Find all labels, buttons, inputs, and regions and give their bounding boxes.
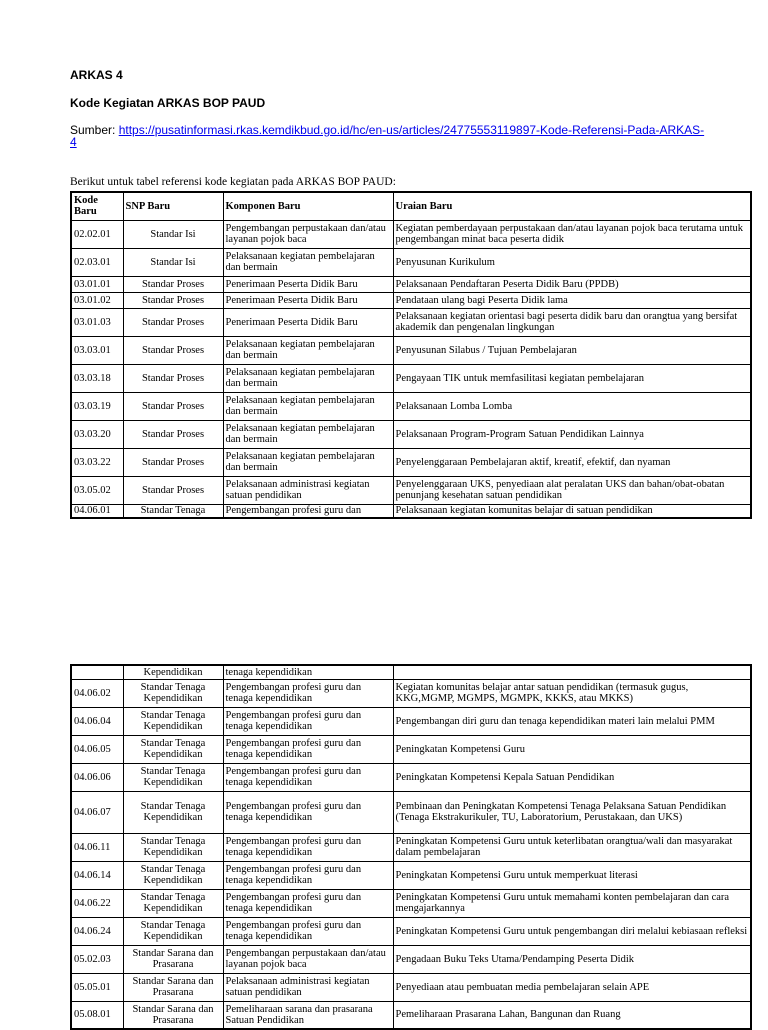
cell-uraian: Peningkatan Kompetensi Guru untuk memahami konten pembelajaran dan cara mengajarkannya [393, 889, 751, 917]
table-body-page-1 [71, 220, 751, 518]
table-row [71, 833, 751, 861]
cell-snp: Standar Tenaga Kependidikan [123, 791, 223, 833]
cell-snp: Standar Tenaga Kependidikan [123, 679, 223, 707]
cell-snp: Standar Isi [123, 220, 223, 248]
table-row [71, 504, 751, 518]
cell-kode: 03.01.02 [71, 292, 123, 308]
header-uraian-baru: Uraian Baru [393, 192, 751, 220]
cell-komponen: Pengembangan profesi guru dan tenaga kependidikan [223, 735, 393, 763]
cell-uraian: Pelaksanaan Lomba Lomba [393, 392, 751, 420]
table-row [71, 364, 751, 392]
cell-komponen: Pelaksanaan kegiatan pembelajaran dan bermain [223, 248, 393, 276]
document-title: ARKAS 4 [70, 68, 123, 82]
source-label: Sumber: [70, 123, 119, 137]
cell-snp: Standar Proses [123, 308, 223, 336]
cell-uraian: Pengadaan Buku Teks Utama/Pendamping Peserta Didik [393, 945, 751, 973]
cell-kode: 03.03.01 [71, 336, 123, 364]
table-row [71, 276, 751, 292]
header-kode-baru: Kode Baru [71, 192, 123, 220]
cell-kode: 04.06.07 [71, 791, 123, 833]
table-row [71, 917, 751, 945]
cell-snp: Standar Tenaga Kependidikan [123, 707, 223, 735]
cell-snp: Standar Proses [123, 476, 223, 504]
cell-uraian: Kegiatan komunitas belajar antar satuan pendidikan (termasuk gugus, KKG,MGMP, MGMPS, MGMPK, KKKS, atau MKKS) [393, 679, 751, 707]
cell-snp: Standar Proses [123, 276, 223, 292]
cell-komponen: Pengembangan profesi guru dan tenaga kependidikan [223, 679, 393, 707]
cell-snp: Standar Sarana dan Prasarana [123, 945, 223, 973]
cell-kode: 03.01.03 [71, 308, 123, 336]
cell-snp: Standar Sarana dan Prasarana [123, 973, 223, 1001]
cell-kode: 04.06.22 [71, 889, 123, 917]
cell-snp: Standar Tenaga Kependidikan [123, 861, 223, 889]
table-row [71, 791, 751, 833]
cell-uraian: Pengayaan TIK untuk memfasilitasi kegiatan pembelajaran [393, 364, 751, 392]
table-row [71, 220, 751, 248]
cell-komponen: Pelaksanaan kegiatan pembelajaran dan bermain [223, 392, 393, 420]
cell-komponen: Pemeliharaan sarana dan prasarana Satuan Pendidikan [223, 1001, 393, 1029]
cell-kode: 02.02.01 [71, 220, 123, 248]
cell-komponen: Pelaksanaan kegiatan pembelajaran dan bermain [223, 448, 393, 476]
cell-kode: 04.06.11 [71, 833, 123, 861]
cell-kode: 03.03.20 [71, 420, 123, 448]
cell-uraian: Pembinaan dan Peningkatan Kompetensi Tenaga Pelaksana Satuan Pendidikan (Tenaga Ekstrakurikuler, TU, Laboratorium, Perustakaan, dan UKS) [393, 791, 751, 833]
document-subtitle: Kode Kegiatan ARKAS BOP PAUD [70, 96, 266, 110]
table-row [71, 308, 751, 336]
cell-snp: Standar Proses [123, 392, 223, 420]
cell-uraian: Peningkatan Kompetensi Guru untuk memperkuat literasi [393, 861, 751, 889]
cell-kode [71, 665, 123, 679]
cell-uraian: Pengembangan diri guru dan tenaga kependidikan materi lain melalui PMM [393, 707, 751, 735]
cell-komponen: tenaga kependidikan [223, 665, 393, 679]
reference-table-page-2 [70, 664, 752, 1030]
cell-uraian: Pemeliharaan Prasarana Lahan, Bangunan dan Ruang [393, 1001, 751, 1029]
table-body-page-2 [71, 665, 751, 1029]
cell-snp: Standar Proses [123, 448, 223, 476]
table-row [71, 735, 751, 763]
cell-snp: Standar Tenaga [123, 504, 223, 518]
cell-uraian: Penyediaan atau pembuatan media pembelajaran selain APE [393, 973, 751, 1001]
source-line [70, 124, 710, 148]
cell-komponen: Pengembangan profesi guru dan tenaga kependidikan [223, 833, 393, 861]
table-row [71, 665, 751, 679]
cell-komponen: Pengembangan perpustakaan dan/atau layanan pojok baca [223, 945, 393, 973]
cell-uraian: Peningkatan Kompetensi Kepala Satuan Pendidikan [393, 763, 751, 791]
table-row [71, 248, 751, 276]
cell-kode: 04.06.04 [71, 707, 123, 735]
table-row [71, 448, 751, 476]
cell-uraian: Pelaksanaan kegiatan orientasi bagi peserta didik baru dan orangtua yang bersifat akademik dan pengenalan lingkungan [393, 308, 751, 336]
cell-kode: 05.02.03 [71, 945, 123, 973]
cell-uraian: Penyelenggaraan UKS, penyediaan alat peralatan UKS dan bahan/obat-obatan penunjang kesehatan satuan pendidikan [393, 476, 751, 504]
cell-kode: 04.06.24 [71, 917, 123, 945]
cell-komponen: Pengembangan profesi guru dan tenaga kependidikan [223, 861, 393, 889]
cell-kode: 03.03.19 [71, 392, 123, 420]
cell-komponen: Penerimaan Peserta Didik Baru [223, 308, 393, 336]
source-link[interactable]: https://pusatinformasi.rkas.kemdikbud.go.id/hc/en-us/articles/24775553119897-Kode-Referensi-Pada-ARKAS-4 [70, 123, 705, 149]
intro-text: Berikut untuk tabel referensi kode kegiatan pada ARKAS BOP PAUD: [70, 176, 396, 188]
cell-uraian: Peningkatan Kompetensi Guru untuk pengembangan diri melalui kebiasaan refleksi [393, 917, 751, 945]
cell-komponen: Pengembangan profesi guru dan tenaga kependidikan [223, 763, 393, 791]
cell-snp: Standar Tenaga Kependidikan [123, 833, 223, 861]
cell-snp: Standar Proses [123, 420, 223, 448]
cell-snp: Kependidikan [123, 665, 223, 679]
table-row [71, 420, 751, 448]
cell-snp: Standar Tenaga Kependidikan [123, 889, 223, 917]
cell-kode: 03.05.02 [71, 476, 123, 504]
cell-kode: 04.06.01 [71, 504, 123, 518]
cell-komponen: Pengembangan profesi guru dan tenaga kependidikan [223, 889, 393, 917]
table-row [71, 861, 751, 889]
reference-table-page-1 [70, 191, 752, 519]
table-row [71, 1001, 751, 1029]
cell-kode: 03.01.01 [71, 276, 123, 292]
table-row [71, 707, 751, 735]
cell-uraian: Peningkatan Kompetensi Guru [393, 735, 751, 763]
cell-kode: 04.06.14 [71, 861, 123, 889]
cell-uraian: Penyusunan Silabus / Tujuan Pembelajaran [393, 336, 751, 364]
table-row [71, 392, 751, 420]
cell-komponen: Penerimaan Peserta Didik Baru [223, 276, 393, 292]
cell-uraian: Pelaksanaan Program-Program Satuan Pendidikan Lainnya [393, 420, 751, 448]
cell-snp: Standar Tenaga Kependidikan [123, 735, 223, 763]
cell-snp: Standar Proses [123, 292, 223, 308]
cell-komponen: Pengembangan profesi guru dan tenaga kependidikan [223, 707, 393, 735]
cell-uraian: Pelaksanaan kegiatan komunitas belajar di satuan pendidikan [393, 504, 751, 518]
cell-uraian [393, 665, 751, 679]
table-row [71, 945, 751, 973]
cell-komponen: Pelaksanaan administrasi kegiatan satuan pendidikan [223, 973, 393, 1001]
cell-kode: 02.03.01 [71, 248, 123, 276]
table-row [71, 292, 751, 308]
cell-kode: 04.06.05 [71, 735, 123, 763]
cell-kode: 04.06.02 [71, 679, 123, 707]
table-row [71, 679, 751, 707]
table-header-row [71, 192, 751, 220]
table-row [71, 476, 751, 504]
cell-komponen: Pengembangan profesi guru dan tenaga kependidikan [223, 917, 393, 945]
cell-kode: 04.06.06 [71, 763, 123, 791]
cell-uraian: Penyusunan Kurikulum [393, 248, 751, 276]
header-komponen-baru: Komponen Baru [223, 192, 393, 220]
cell-uraian: Penyelenggaraan Pembelajaran aktif, kreatif, efektif, dan nyaman [393, 448, 751, 476]
cell-snp: Standar Proses [123, 336, 223, 364]
cell-snp: Standar Tenaga Kependidikan [123, 917, 223, 945]
cell-uraian: Peningkatan Kompetensi Guru untuk keterlibatan orangtua/wali dan masyarakat dalam pembelajaran [393, 833, 751, 861]
cell-kode: 05.08.01 [71, 1001, 123, 1029]
cell-uraian: Pelaksanaan Pendaftaran Peserta Didik Baru (PPDB) [393, 276, 751, 292]
cell-kode: 05.05.01 [71, 973, 123, 1001]
cell-snp: Standar Proses [123, 364, 223, 392]
cell-komponen: Penerimaan Peserta Didik Baru [223, 292, 393, 308]
cell-uraian: Pendataan ulang bagi Peserta Didik lama [393, 292, 751, 308]
cell-kode: 03.03.22 [71, 448, 123, 476]
cell-uraian: Kegiatan pemberdayaan perpustakaan dan/atau layanan pojok baca terutama untuk pengembangan minat baca peserta didik [393, 220, 751, 248]
cell-komponen: Pengembangan profesi guru dan tenaga kependidikan [223, 791, 393, 833]
cell-snp: Standar Tenaga Kependidikan [123, 763, 223, 791]
table-row [71, 889, 751, 917]
table-row [71, 336, 751, 364]
table-row [71, 763, 751, 791]
header-snp-baru: SNP Baru [123, 192, 223, 220]
cell-komponen: Pelaksanaan kegiatan pembelajaran dan bermain [223, 364, 393, 392]
cell-komponen: Pelaksanaan administrasi kegiatan satuan pendidikan [223, 476, 393, 504]
cell-snp: Standar Sarana dan Prasarana [123, 1001, 223, 1029]
table-row [71, 973, 751, 1001]
cell-komponen: Pengembangan perpustakaan dan/atau layanan pojok baca [223, 220, 393, 248]
cell-snp: Standar Isi [123, 248, 223, 276]
cell-komponen: Pelaksanaan kegiatan pembelajaran dan bermain [223, 420, 393, 448]
cell-komponen: Pengembangan profesi guru dan [223, 504, 393, 518]
cell-kode: 03.03.18 [71, 364, 123, 392]
cell-komponen: Pelaksanaan kegiatan pembelajaran dan bermain [223, 336, 393, 364]
